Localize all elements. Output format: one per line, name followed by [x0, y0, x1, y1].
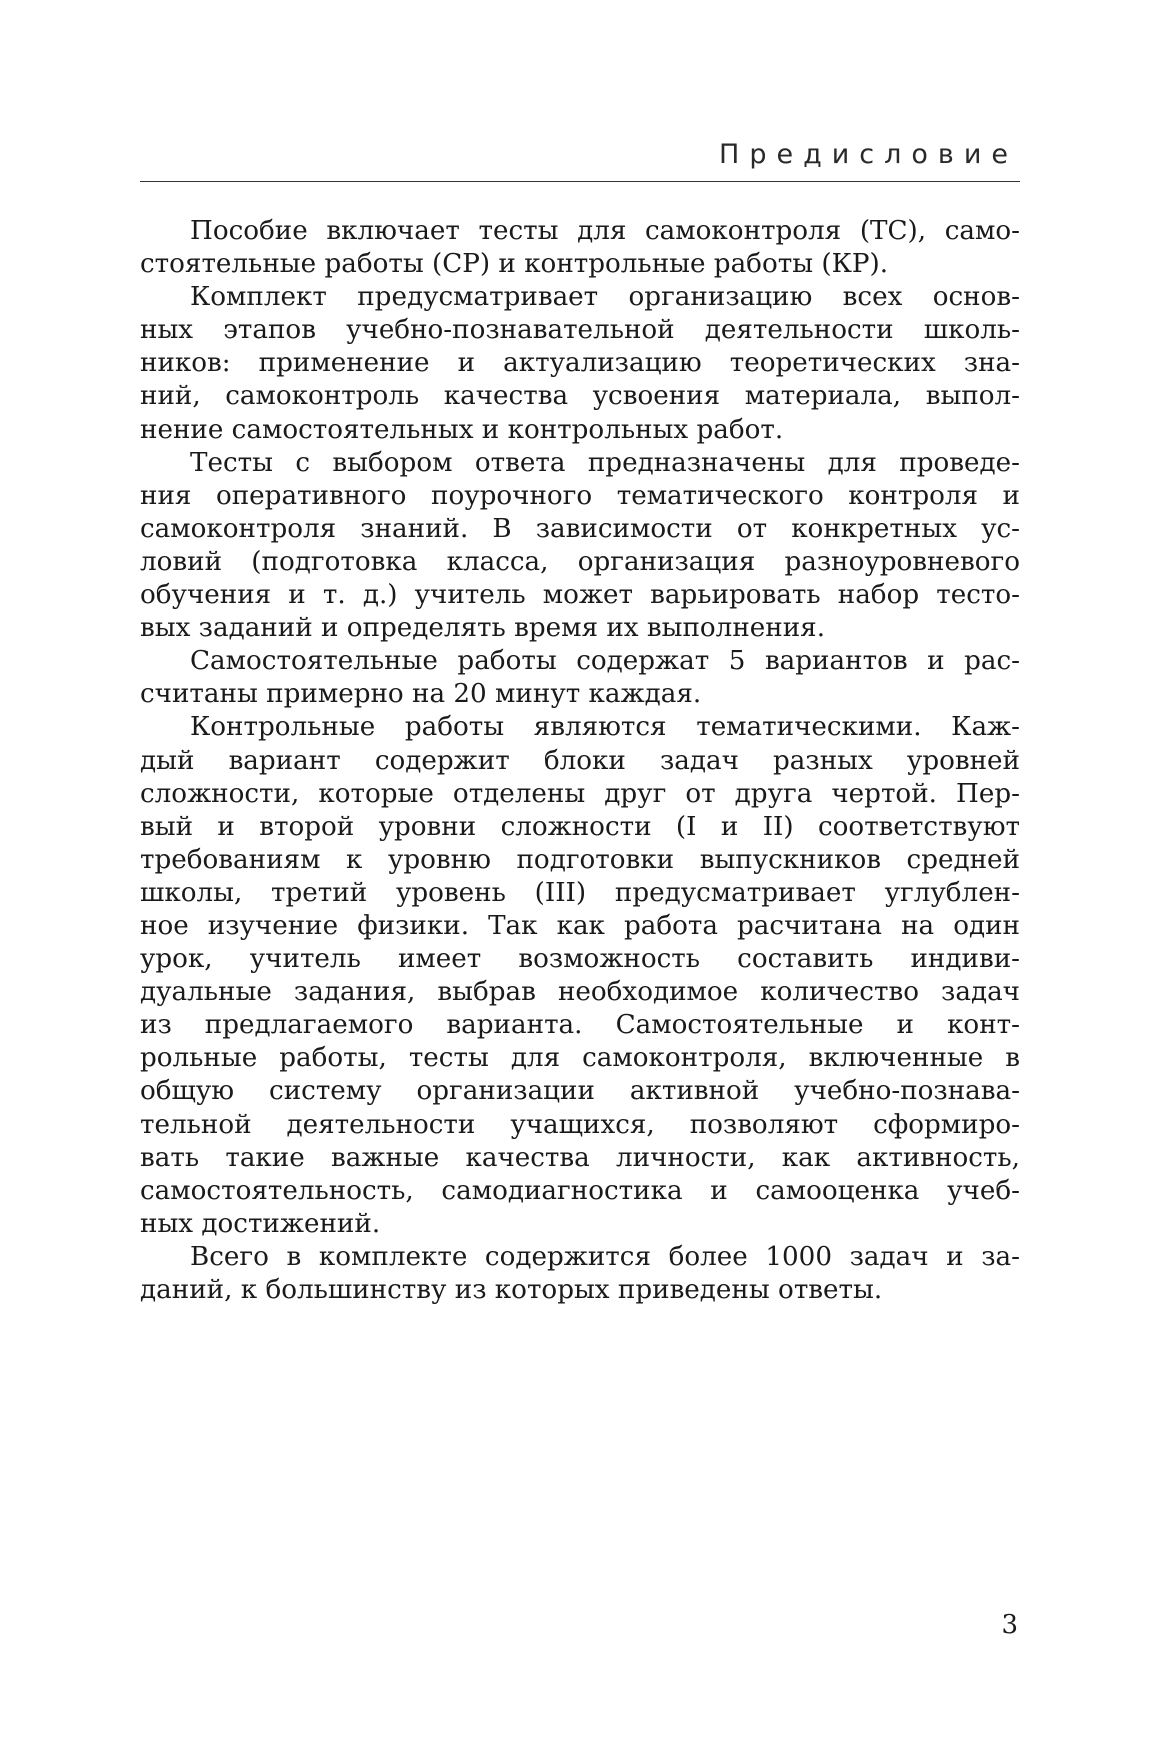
- text-line: Контрольные работы являются тематическими. Каж-: [190, 712, 1020, 743]
- header-rule: [140, 181, 1020, 182]
- text-line: вых заданий и определять время их выполнения.: [140, 613, 826, 644]
- text-line: из предлагаемого варианта. Самостоятельные и конт-: [140, 1010, 1020, 1041]
- text-line: вый и второй уровни сложности (I и II) соответствуют: [140, 811, 1020, 842]
- body-text: [140, 215, 1020, 1307]
- text-line: ний, самоконтроль качества усвоения материала, выпол-: [140, 381, 1020, 412]
- text-line: тельной деятельности учащихся, позволяют сформиро-: [140, 1109, 1020, 1140]
- text-line: Тесты с выбором ответа предназначены для проведе-: [190, 447, 1020, 478]
- text-line: Комплект предусматривает организацию всех основ-: [190, 282, 1020, 313]
- text-line: обучения и т. д.) учитель может варьировать набор тесто-: [140, 580, 1020, 611]
- text-line: самоконтроля знаний. В зависимости от конкретных ус-: [140, 513, 1020, 544]
- running-head-title: Предисловие: [719, 139, 1018, 170]
- text-line: ников: применение и актуализацию теоретических зна-: [140, 348, 1020, 379]
- paragraph: [140, 1241, 1020, 1307]
- text-line: ния оперативного поурочного тематического контроля и: [140, 480, 1020, 511]
- text-line: даний, к большинству из которых приведены ответы.: [140, 1275, 883, 1305]
- text-line: вать такие важные качества личности, как активность,: [140, 1142, 1020, 1173]
- text-line: считаны примерно на 20 минут каждая.: [140, 679, 702, 710]
- paragraph: [140, 447, 1020, 646]
- paragraph: [140, 215, 1020, 281]
- text-line: Всего в комплекте содержится более 1000 задач и за-: [190, 1241, 1020, 1272]
- paragraph: [140, 645, 1020, 711]
- paragraph: [140, 711, 1020, 1241]
- text-line: урок, учитель имеет возможность составить индиви-: [140, 944, 1020, 975]
- text-line: требованиям к уровню подготовки выпускников средней: [140, 844, 1020, 875]
- text-line: ных этапов учебно-познавательной деятельности школь-: [140, 315, 1020, 346]
- text-line: сложности, которые отделены друг от друга чертой. Пер-: [140, 778, 1020, 809]
- text-line: самостоятельность, самодиагностика и самооценка учеб-: [140, 1175, 1020, 1206]
- text-line: рольные работы, тесты для самоконтроля, включенные в: [140, 1043, 1020, 1074]
- text-line: школы, третий уровень (III) предусматривает углублен-: [140, 877, 1020, 908]
- page-number: 3: [1001, 1610, 1018, 1640]
- text-line: дуальные задания, выбрав необходимое количество задач: [140, 977, 1020, 1008]
- text-line: Пособие включает тесты для самоконтроля (ТС), само-: [190, 216, 1020, 246]
- text-line: ных достижений.: [140, 1208, 381, 1239]
- text-line: ное изучение физики. Так как работа расчитана на один: [140, 910, 1020, 941]
- text-line: стоятельные работы (СР) и контрольные работы (КР).: [140, 249, 889, 280]
- paragraph: [140, 281, 1020, 446]
- text-line: дый вариант содержит блоки задач разных уровней: [140, 745, 1020, 776]
- text-line: общую систему организации активной учебно-познава-: [140, 1076, 1020, 1107]
- text-line: ловий (подготовка класса, организация разноуровневого: [140, 546, 1020, 577]
- text-line: нение самостоятельных и контрольных работ.: [140, 414, 784, 445]
- text-line: Самостоятельные работы содержат 5 вариантов и рас-: [190, 646, 1020, 677]
